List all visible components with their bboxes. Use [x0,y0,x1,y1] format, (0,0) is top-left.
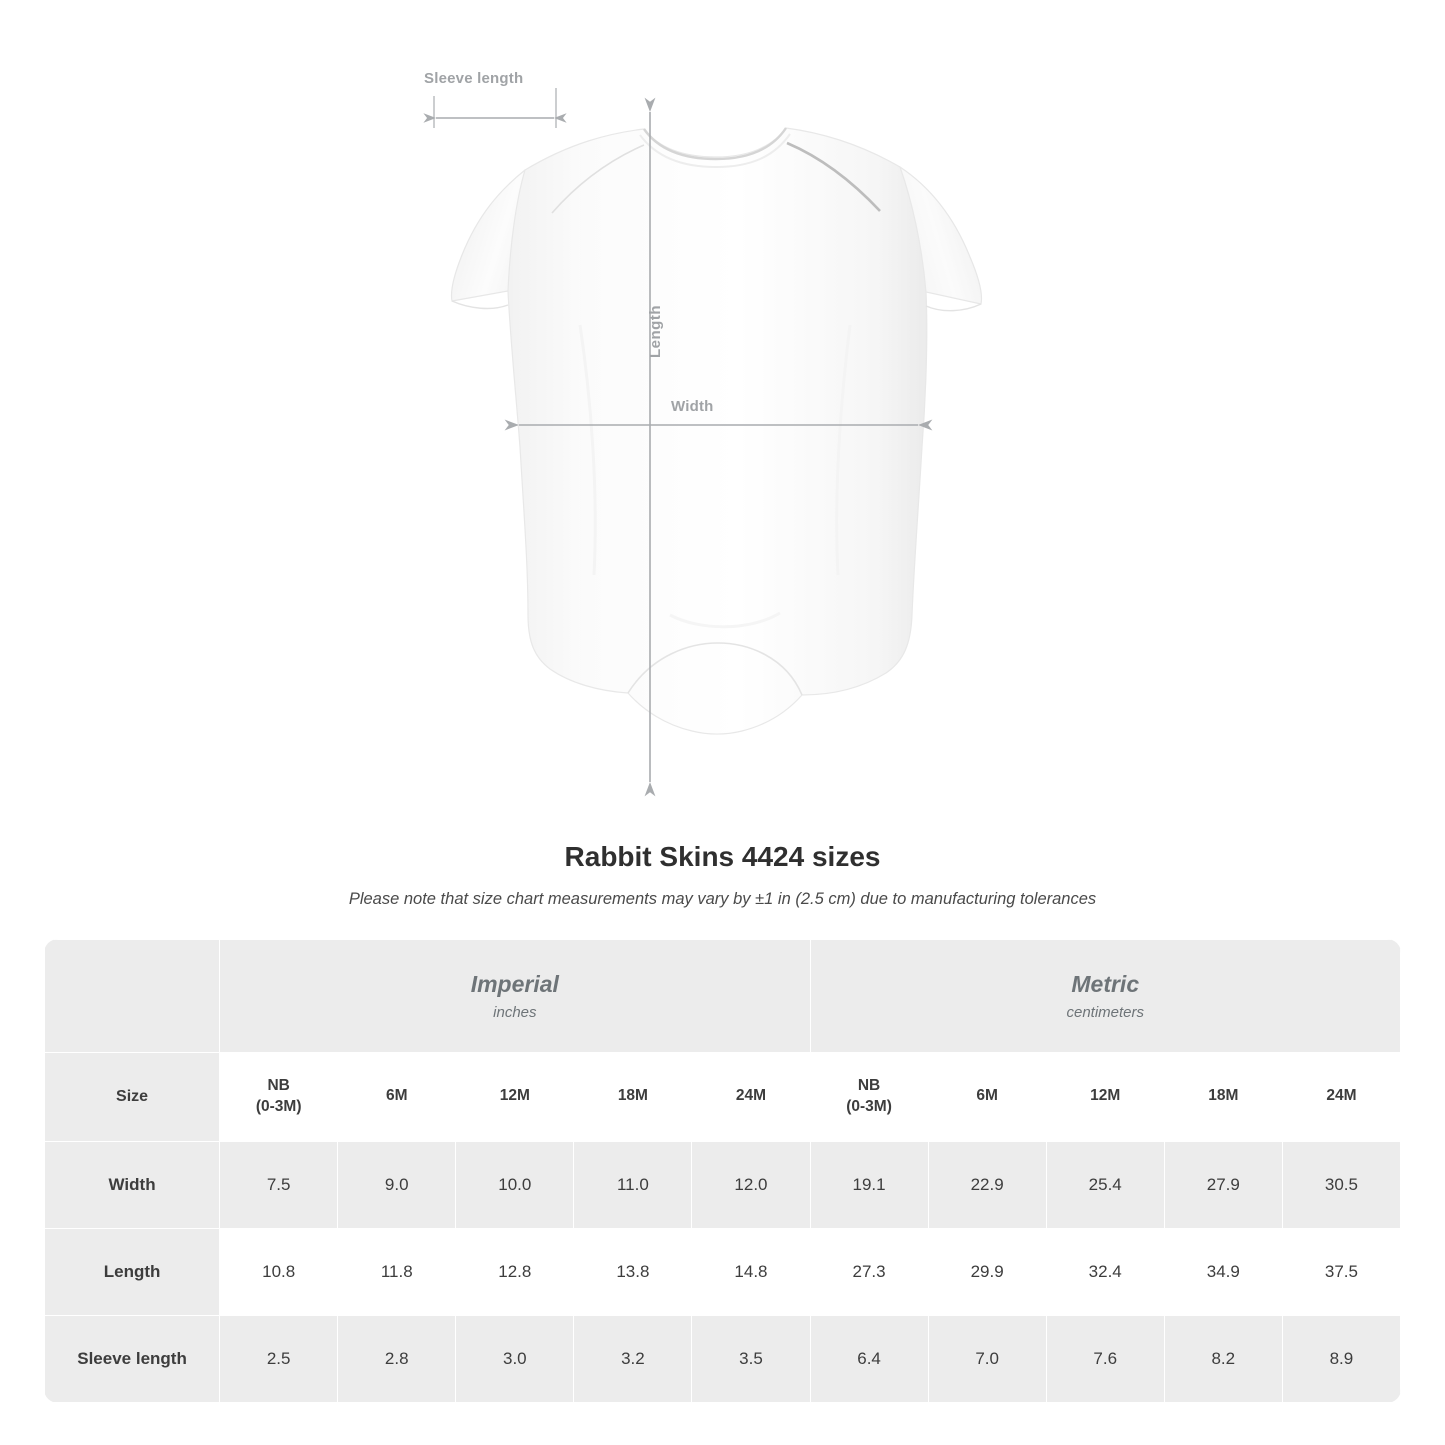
system-name-imperial: Imperial [470,971,559,998]
size-header-row [45,1052,1401,1141]
cell-length-metric-nb: 27.3 [810,1228,928,1315]
cell-length-metric-18m: 34.9 [1164,1228,1282,1315]
column-header-imperial-nb [220,1052,338,1141]
table-row [45,1228,1401,1315]
cell-width-metric-nb: 19.1 [810,1141,928,1228]
cell-sleeve-metric-12m: 7.6 [1046,1315,1164,1402]
cell-sleeve-imperial-nb: 2.5 [220,1315,338,1402]
measurement-system-header-row [45,939,1401,1052]
column-header-metric-18m: 18M [1164,1052,1282,1141]
column-header-main: NB [267,1076,290,1094]
cell-length-imperial-6m: 11.8 [338,1228,456,1315]
cell-width-imperial-12m: 10.0 [456,1141,574,1228]
cell-length-metric-12m: 32.4 [1046,1228,1164,1315]
column-header-sub: (0-3M) [846,1097,892,1115]
system-header-imperial [220,939,810,1052]
cell-length-imperial-18m: 13.8 [574,1228,692,1315]
column-header-metric-12m: 12M [1046,1052,1164,1141]
table-row [45,1141,1401,1228]
column-header-imperial-12m: 12M [456,1052,574,1141]
row-label-length: Length [45,1228,220,1315]
column-header-main: NB [857,1076,881,1094]
column-header-metric-6m: 6M [928,1052,1046,1141]
annotation-width: Width [671,398,714,415]
size-chart-table-wrapper [44,939,1401,1403]
cell-length-metric-24m: 37.5 [1282,1228,1400,1315]
size-chart-table [44,939,1401,1403]
row-label-sleeve-length: Sleeve length [45,1315,220,1402]
column-header-imperial-18m: 18M [574,1052,692,1141]
cell-sleeve-metric-6m: 7.0 [928,1315,1046,1402]
system-header-spacer [45,939,220,1052]
cell-width-imperial-6m: 9.0 [338,1141,456,1228]
column-header-sub: (0-3M) [255,1097,302,1115]
cell-sleeve-metric-24m: 8.9 [1282,1315,1400,1402]
cell-width-imperial-24m: 12.0 [692,1141,810,1228]
system-name-metric: Metric [1071,971,1140,998]
cell-sleeve-imperial-12m: 3.0 [456,1315,574,1402]
cell-sleeve-metric-18m: 8.2 [1164,1315,1282,1402]
column-header-imperial-24m: 24M [692,1052,810,1141]
cell-width-metric-24m: 30.5 [1282,1141,1400,1228]
row-label-header: Size [45,1052,220,1141]
cell-width-metric-6m: 22.9 [928,1141,1046,1228]
measurement-tolerance-note: Please note that size chart measurements may vary by ±1 in (2.5 cm) due to manufacturing tolerances [348,889,1097,908]
cell-length-imperial-12m: 12.8 [456,1228,574,1315]
column-header-metric-24m: 24M [1282,1052,1400,1141]
page-title: Rabbit Skins 4424 sizes [564,841,881,872]
system-unit-imperial: inches [493,1003,537,1021]
title-block [0,840,1445,909]
cell-sleeve-imperial-18m: 3.2 [574,1315,692,1402]
cell-length-metric-6m: 29.9 [928,1228,1046,1315]
baby-bodysuit-illustration [430,95,1020,785]
cell-length-imperial-nb: 10.8 [220,1228,338,1315]
row-label-width: Width [45,1141,220,1228]
table-row [45,1315,1401,1402]
cell-sleeve-imperial-6m: 2.8 [338,1315,456,1402]
system-unit-metric: centimeters [1066,1003,1145,1021]
cell-width-metric-18m: 27.9 [1164,1141,1282,1228]
cell-width-imperial-nb: 7.5 [220,1141,338,1228]
annotation-length: Length [647,305,664,358]
annotation-sleeve-length: Sleeve length [424,70,524,87]
column-header-imperial-6m: 6M [338,1052,456,1141]
cell-length-imperial-24m: 14.8 [692,1228,810,1315]
cell-sleeve-metric-nb: 6.4 [810,1315,928,1402]
cell-sleeve-imperial-24m: 3.5 [692,1315,810,1402]
column-header-metric-nb [810,1052,928,1141]
system-header-metric [810,939,1400,1052]
cell-width-imperial-18m: 11.0 [574,1141,692,1228]
cell-width-metric-12m: 25.4 [1046,1141,1164,1228]
